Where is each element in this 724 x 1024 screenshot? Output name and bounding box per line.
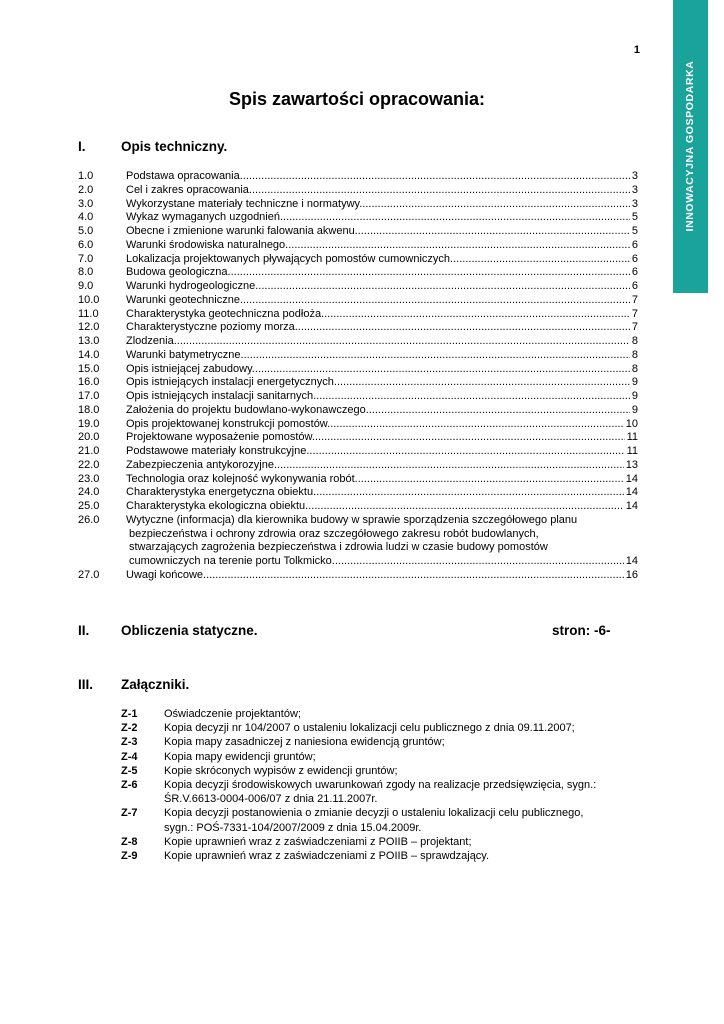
toc-entry-title: Lokalizacja projektowanych pływających pomostów cumowniczych (126, 252, 451, 265)
page-number: 1 (633, 44, 640, 56)
toc-entry-title: Obecne i zmienione warunki falowania akwenu. (126, 225, 358, 237)
toc-entry-number: 22.0 (78, 458, 100, 471)
toc-entry (78, 500, 638, 514)
toc-entry-title: Opis istniejących instalacji energetycznych. (126, 376, 337, 389)
appendix-item (121, 707, 639, 721)
appendix-line: Kopia decyzji nr 104/2007 o ustaleniu lokalizacji celu publicznego z dnia 09.11.2007; (164, 722, 575, 735)
toc-entry-title: Zlodzenia. (126, 335, 177, 347)
toc-entry-body (126, 500, 638, 514)
toc-entry-last-line (126, 555, 638, 569)
toc-entry-body (126, 239, 638, 253)
toc-entry-page: 9 (631, 376, 638, 389)
toc-dot-leader (255, 363, 630, 377)
appendix-code: Z-6 (121, 779, 138, 792)
toc-entry-title: Opis projektowanej konstrukcji pomostów. (126, 417, 331, 430)
section-number: III. (78, 677, 94, 692)
toc-dot-leader (358, 473, 624, 487)
section-label: Załączniki. (121, 677, 190, 692)
toc-entry-page: 7 (631, 307, 638, 320)
toc-entry (78, 335, 638, 349)
appendix-list (121, 707, 639, 863)
toc-dot-leader (369, 404, 630, 418)
toc-entry-page: 5 (631, 225, 638, 237)
appendix-description (164, 735, 639, 749)
toc-entry-number: 6.0 (78, 238, 94, 251)
toc-entry-number: 20.0 (78, 431, 100, 444)
toc-entry-page: 7 (631, 321, 638, 334)
toc-entry (78, 363, 638, 377)
toc-entry-title: Wykaz wymaganych uzgodnień. (126, 211, 284, 224)
toc-dot-leader (177, 335, 630, 349)
side-tab-label: INNOWACYJNA GOSPODARKA (684, 60, 696, 232)
appendix-code: Z-9 (121, 850, 138, 863)
toc-entry-title: Technologia oraz kolejność wykonywania robót. (126, 472, 358, 485)
toc-dot-leader (324, 308, 630, 322)
appendix-item (121, 764, 639, 778)
toc-entry-page: 11 (626, 431, 638, 444)
appendix-item (121, 735, 639, 749)
appendix-description (164, 778, 639, 806)
appendix-code: Z-5 (121, 764, 138, 777)
toc-dot-leader (258, 280, 630, 294)
toc-entry-body (126, 349, 638, 363)
toc-entry-body (126, 294, 638, 308)
toc-entry-page: 7 (631, 293, 638, 306)
toc-entry-title: Podstawowe materiały konstrukcyjne. (126, 445, 310, 457)
appendix-line: Kopia decyzji środowiskowych uwarunkowań zgody na realizacje przedsięwzięcia, sygn.: (164, 779, 597, 792)
toc-entry-body (126, 514, 638, 569)
toc-entry-title: Warunki batymetryczne. (126, 348, 244, 361)
toc-entry-number: 2.0 (78, 183, 94, 196)
toc-dot-leader (277, 459, 624, 473)
toc-entry (78, 294, 638, 308)
appendix-item (121, 750, 639, 764)
toc-entry (78, 445, 638, 459)
appendix-code: Z-8 (121, 835, 138, 848)
document-title: Spis zawartości opracowania: (228, 89, 486, 109)
toc-entry-number: 11.0 (78, 307, 99, 320)
appendix-description (164, 806, 639, 834)
toc-entry-title: Założenia do projektu budowlano-wykonawczego. (126, 403, 369, 416)
toc-dot-leader (450, 253, 630, 267)
toc-entry-page: 3 (631, 197, 638, 210)
toc-entry (78, 321, 638, 335)
toc-entry (78, 308, 638, 322)
toc-entry-number: 13.0 (78, 335, 100, 347)
toc-entry-body (126, 266, 638, 280)
toc-entry-number: 17.0 (78, 390, 100, 402)
toc-entry-page: 3 (631, 183, 638, 196)
toc-entry-page: 14 (625, 486, 638, 499)
toc-entry-body (126, 376, 638, 390)
toc-entry-number: 24.0 (78, 486, 100, 499)
toc-entry-title: Warunki hydrogeologiczne. (126, 280, 259, 292)
appendix-description (164, 721, 639, 735)
section-label: Obliczenia statyczne. (121, 623, 258, 638)
appendix-item (121, 849, 639, 863)
toc-entry-number: 21.0 (78, 445, 100, 457)
toc-entry-line: bezpieczeństwa i ochrony zdrowia oraz szczegółowego zakresu robót budowlanych, (129, 527, 539, 540)
toc-entry-body (126, 390, 638, 404)
toc-entry-title: Charakterystyka energetyczna obiektu (126, 486, 314, 499)
toc-entry-title: Zabezpieczenia antykorozyjne. (126, 458, 278, 471)
section-page-count: stron: -6- (552, 623, 611, 638)
toc-entry-page: 6 (631, 252, 638, 265)
toc-entry-number: 10.0 (78, 293, 100, 306)
toc-entry-body (126, 211, 638, 225)
appendix-line: Oświadczenie projektantów; (164, 708, 301, 720)
toc-entry (78, 239, 638, 253)
toc-entry-page: 6 (631, 238, 638, 251)
toc-entry-multiline (78, 514, 638, 569)
toc-entry-title: Projektowane wyposażenie pomostów. (126, 431, 315, 444)
toc-entry-page: 6 (631, 266, 638, 279)
toc-entry-number: 18.0 (78, 403, 100, 416)
appendix-code: Z-7 (121, 807, 138, 820)
appendix-code: Z-3 (121, 736, 138, 749)
toc-entry-page: 8 (631, 362, 638, 375)
appendix-description (164, 707, 639, 721)
toc-dot-leader (244, 349, 630, 363)
toc-entry-number: 26.0 (78, 513, 100, 526)
toc-entry-title: Warunki środowiska naturalnego. (126, 238, 289, 251)
appendix-line: sygn.: POŚ-7331-104/2007/2009 z dnia 15.04.2009r. (164, 821, 422, 834)
toc-entry-title: Podstawa opracowania. (126, 170, 243, 182)
toc-entry-body (126, 431, 638, 445)
toc-entry-body (126, 198, 638, 212)
toc-entry-number: 23.0 (78, 472, 100, 485)
toc-entry-title: Charakterystyka ekologiczna obiektu (126, 500, 306, 512)
section-label: Opis techniczny. (121, 139, 228, 154)
toc-entry-number: 27.0 (78, 568, 100, 581)
toc-entry-page: 10 (625, 417, 638, 430)
toc-entry (78, 473, 638, 487)
toc-entry-body (126, 473, 638, 487)
toc-dot-leader (315, 431, 625, 445)
toc-entry-body (126, 253, 638, 267)
toc-dot-leader (337, 376, 630, 390)
toc-entry-page: 11 (626, 445, 638, 457)
toc-entry-page: 3 (631, 170, 638, 182)
toc-entry (78, 459, 638, 473)
appendix-line: ŚR.V.6613-0004-006/07 z dnia 21.11.2007r. (164, 793, 378, 806)
toc-entry-body (126, 335, 638, 349)
toc-dot-leader (243, 294, 630, 308)
toc-entry-page: 8 (631, 335, 638, 347)
toc-entry-line: stwarzających zagrożenia bezpieczeństwa i zdrowia ludzi w czasie budowy pomostów (129, 541, 548, 554)
toc-entry-number: 15.0 (78, 362, 100, 375)
toc-dot-leader (330, 418, 624, 432)
appendix-line: Kopia mapy zasadniczej z naniesiona ewidencją gruntów; (164, 736, 445, 749)
toc-dot-leader (231, 266, 630, 280)
toc-entry (78, 266, 638, 280)
toc-entry-page: 14 (625, 472, 638, 485)
toc-entry-number: 4.0 (78, 211, 94, 224)
toc-entry-body (126, 308, 638, 322)
appendix-description (164, 835, 639, 849)
toc-entry-title: Charakterystyczne poziomy morza. (126, 321, 298, 334)
toc-dot-leader (243, 170, 630, 184)
appendix-item (121, 721, 639, 735)
toc-entry (78, 184, 638, 198)
section-number: II. (78, 623, 90, 638)
toc-entry-title: Opis istniejącej zabudowy. (126, 362, 255, 375)
toc-dot-leader (313, 486, 624, 500)
toc-entry (78, 418, 638, 432)
appendix-line: Kopia mapy ewidencji gruntów; (164, 750, 316, 763)
toc-entry-page: 16 (625, 568, 638, 581)
toc-entry-page: 14 (625, 500, 638, 512)
appendix-item (121, 778, 639, 806)
toc-dot-leader (362, 198, 630, 212)
toc-entry-line: cumowniczych na terenie portu Tolkmicko. (129, 555, 335, 567)
appendix-line: Kopie skróconych wypisów z ewidencji gruntów; (164, 764, 398, 777)
toc-entry-number: 1.0 (78, 170, 94, 182)
toc-entry (78, 404, 638, 418)
side-tab (673, 0, 708, 293)
toc-entry-body (126, 184, 638, 198)
toc-entry-number: 9.0 (78, 280, 94, 292)
toc-entry-title: Opis istniejących instalacji sanitarnych. (126, 390, 317, 402)
toc-entry-number: 5.0 (78, 225, 94, 237)
toc-dot-leader (288, 239, 630, 253)
appendix-code: Z-1 (121, 708, 138, 720)
toc-entry-body (126, 486, 638, 500)
appendix-line: Kopie uprawnień wraz z zaświadczeniami z POIIB – projektant; (164, 835, 472, 848)
toc-entry-body (126, 363, 638, 377)
toc-dot-leader (335, 555, 624, 569)
toc-entry-number: 25.0 (78, 500, 100, 512)
appendix-item (121, 806, 639, 834)
appendix-code: Z-4 (121, 750, 138, 763)
toc-entry-body (126, 445, 638, 459)
toc-entry (78, 253, 638, 267)
toc-entry (78, 486, 638, 500)
toc-entry-number: 12.0 (78, 321, 100, 334)
appendix-item (121, 835, 639, 849)
toc-dot-leader (283, 211, 630, 225)
toc-entry-number: 7.0 (78, 252, 94, 265)
toc-dot-leader (305, 500, 624, 514)
toc-dot-leader (309, 445, 624, 459)
toc-entry (78, 431, 638, 445)
toc-entry-title: Wykorzystane materiały techniczne i normatywy. (126, 197, 363, 210)
toc-entry (78, 390, 638, 404)
toc-entry-body (126, 459, 638, 473)
toc-entry-title: Charakterystyka geotechniczna podłoża. (126, 307, 325, 320)
toc-entry-number: 3.0 (78, 197, 94, 210)
toc-entry (78, 198, 638, 212)
toc-entry-page: 5 (631, 211, 638, 224)
toc-entry-title: Budowa geologiczna. (126, 266, 231, 279)
toc-entry-number: 16.0 (78, 376, 100, 389)
toc-entry-line: Wytyczne (informacja) dla kierownika budowy w sprawie sporządzenia szczegółowego planu (126, 513, 578, 526)
appendix-description (164, 764, 639, 778)
toc-entry-title: Warunki geotechniczne. (126, 293, 243, 306)
toc-entry-number: 14.0 (78, 348, 100, 361)
toc-entry-body (126, 404, 638, 418)
toc-entry (78, 376, 638, 390)
toc-entry (78, 569, 638, 583)
toc-entry (78, 280, 638, 294)
toc-dot-leader (316, 390, 630, 404)
toc-entry (78, 211, 638, 225)
toc-entry-page: 13 (625, 458, 638, 471)
toc-entry-body (126, 225, 638, 239)
toc-entry-body (126, 170, 638, 184)
section-number: I. (78, 139, 86, 154)
appendix-line: Kopie uprawnień wraz z zaświadczeniami z POIIB – sprawdzający. (164, 850, 490, 863)
toc-entry (78, 170, 638, 184)
toc-entry-page: 9 (631, 403, 638, 416)
toc-dot-leader (358, 225, 630, 239)
toc-dot-leader (252, 184, 630, 198)
toc-entry-page: 8 (631, 348, 638, 361)
toc-entry-page: 14 (625, 555, 638, 567)
appendix-description (164, 750, 639, 764)
toc-entry-page: 6 (631, 280, 638, 292)
toc-entry-body (126, 280, 638, 294)
toc-dot-leader (298, 321, 630, 335)
appendix-description (164, 849, 639, 863)
toc-entry-page: 9 (631, 390, 638, 402)
toc-entry (78, 349, 638, 363)
toc-entry-number: 19.0 (78, 417, 100, 430)
toc-entry-number: 8.0 (78, 266, 94, 279)
toc-entry-title: Uwagi końcowe. (126, 568, 207, 581)
toc-entry-title: Cel i zakres opracowania. (126, 183, 252, 196)
toc-entry (78, 225, 638, 239)
toc-list (78, 170, 638, 583)
toc-entry-body (126, 321, 638, 335)
appendix-code: Z-2 (121, 722, 138, 735)
toc-entry-body (126, 569, 638, 583)
appendix-line: Kopia decyzji postanowienia o zmianie decyzji o ustaleniu lokalizacji celu publicznego, (164, 807, 584, 820)
toc-dot-leader (206, 569, 624, 583)
toc-entry-body (126, 418, 638, 432)
